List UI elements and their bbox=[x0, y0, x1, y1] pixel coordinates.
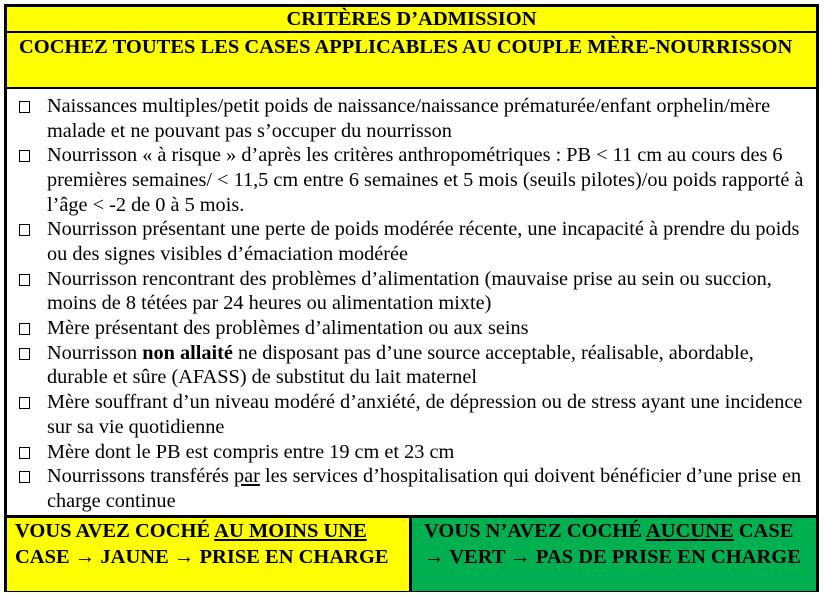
criterion-item bbox=[19, 390, 804, 439]
criterion-item bbox=[19, 341, 804, 390]
outcome-text: VOUS N’AVEZ COCHÉ bbox=[424, 520, 646, 542]
criterion-item bbox=[19, 267, 804, 316]
criterion-text: Mère souffrant d’un niveau modéré d’anxiété, de dépression ou de stress ayant une incidence sur sa vie quotidienne bbox=[47, 391, 803, 438]
checkbox[interactable] bbox=[19, 274, 30, 286]
yellow-outcome-box bbox=[7, 518, 412, 591]
criterion-item bbox=[19, 464, 804, 513]
checkbox[interactable] bbox=[19, 150, 30, 162]
admission-criteria-table bbox=[4, 4, 819, 592]
checkbox[interactable] bbox=[19, 224, 30, 236]
criterion-text: Nourrisson « à risque » d’après les critères anthropométriques : PB < 11 cm au cours des 6 premières semaines/ < 11,5 cm entre 6 semaines et 5 mois (seuils pilotes)/ou poids rapporté à l’âge < -2 de 0 à 5 mois. bbox=[47, 144, 804, 216]
criteria-list bbox=[7, 89, 816, 515]
checkbox[interactable] bbox=[19, 348, 30, 360]
outcome-text: CASE → VERT → PAS DE PRISE EN CHARGE bbox=[424, 520, 801, 568]
green-outcome-box bbox=[412, 518, 816, 591]
criterion-text-part: Nourrissons transférés bbox=[47, 465, 234, 488]
outcome-text: VOUS AVEZ COCHÉ bbox=[15, 520, 215, 542]
instruction-header: COCHEZ TOUTES LES CASES APPLICABLES AU COUPLE MÈRE-NOURRISSON bbox=[7, 33, 816, 89]
criterion-item bbox=[19, 316, 804, 341]
criterion-item bbox=[19, 94, 804, 143]
criterion-text: Naissances multiples/petit poids de naissance/naissance prématurée/enfant orphelin/mère malade et ne pouvant pas s’occuper du nourrisson bbox=[47, 95, 771, 142]
checkbox[interactable] bbox=[19, 323, 30, 335]
outcome-underlined: AUCUNE bbox=[645, 520, 734, 542]
checkbox[interactable] bbox=[19, 447, 30, 459]
criterion-text-part: les services d’hospitalisation qui doivent bénéficier d’une prise en charge continue bbox=[47, 465, 802, 512]
criterion-item bbox=[19, 143, 804, 217]
criterion-item bbox=[19, 440, 804, 465]
criterion-text bbox=[47, 341, 804, 390]
criterion-underlined: par bbox=[234, 465, 260, 488]
criterion-text bbox=[47, 464, 804, 513]
criterion-text-part: Nourrisson bbox=[47, 341, 143, 364]
checkbox[interactable] bbox=[19, 471, 30, 483]
criterion-item bbox=[19, 217, 804, 266]
outcome-row bbox=[7, 515, 816, 591]
outcome-text: CASE → JAUNE → PRISE EN CHARGE bbox=[15, 545, 389, 568]
table-title: CRITÈRES D’ADMISSION bbox=[7, 7, 816, 33]
criterion-text: Nourrisson présentant une perte de poids modérée récente, une incapacité à prendre du poids ou des signes visibles d’émaciation modérée bbox=[47, 218, 800, 265]
criterion-emphasis: non allaité bbox=[142, 341, 233, 364]
criterion-text: Mère présentant des problèmes d’alimentation ou aux seins bbox=[47, 317, 529, 340]
criterion-text-part: ne disposant pas d’une source acceptable, réalisable, abordable, durable et sûre (AFASS) de substitut du lait maternel bbox=[47, 341, 754, 389]
criterion-text: Nourrisson rencontrant des problèmes d’alimentation (mauvaise prise au sein ou succion, moins de 8 tétées par 24 heures ou alimentation mixte) bbox=[47, 267, 772, 315]
criterion-text: Mère dont le PB est compris entre 19 cm et 23 cm bbox=[47, 440, 455, 463]
outcome-underlined: AU MOINS UNE bbox=[214, 520, 367, 542]
checkbox[interactable] bbox=[19, 397, 30, 409]
checkbox[interactable] bbox=[19, 101, 30, 113]
